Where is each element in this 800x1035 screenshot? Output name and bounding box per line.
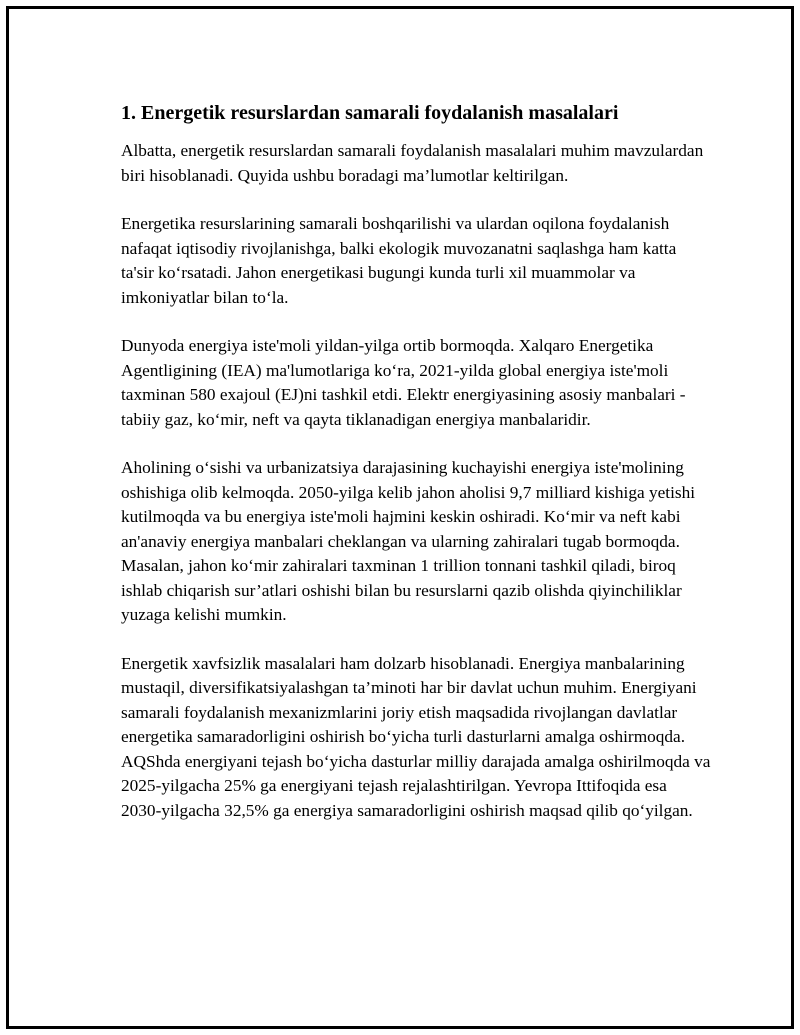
paragraph-population-growth: Aholining o‘sishi va urbanizatsiya darajasining kuchayishi energiya iste'molining oshishiga olib kelmoqda. 2050-yilga kelib jahon aholisi 9,7 milliard kishiga yetishi kutilmoqda va bu energiya iste'moli hajmini keskin oshiradi. Ko‘mir va neft kabi an'anaviy energiya manbalari cheklangan va ularning zahiralari tugab bormoqda. Masalan, jahon ko‘mir zahiralari taxminan 1 trillion tonnani tashkil qiladi, biroq ishlab chiqarish sur’atlari oshishi bilan bu resurslarni qazib olishda qiyinchiliklar yuzaga kelishi mumkin.: [121, 458, 696, 624]
section-heading: 1. Energetik resurslardan samarali foydalanish masalalari: [121, 102, 619, 124]
paragraph-energy-security: Energetik xavfsizlik masalalari ham dolzarb hisoblanadi. Energiya manbalarining mustaqil, diversifikatsiyalashgan ta’minoti har bir davlat uchun muhim. Energiyani samarali foydalanish mexanizmlarini joriy etish maqsadida rivojlangan davlatlar energetika samaradorligini oshirish bo‘yicha turli dasturlarni amalga oshirmoqda. AQShda energiyani tejash bo‘yicha dasturlar milliy darajada amalga oshirilmoqda va 2025-yilgacha 25% ga energiyani tejash rejalashtirilgan. Yevropa Ittifoqida esa 2030-yilgacha 32,5% ga energiya samaradorligini oshirish maqsad qilib qo‘yilgan.: [121, 653, 711, 820]
paragraph-energy-management: Energetika resurslarining samarali boshqarilishi va ulardan oqilona foydalanish nafaqat iqtisodiy rivojlanishga, balki ekologik muvozanatni saqlashga ham katta ta'sir ko‘rsatadi. Jahon energetikasi bugungi kunda turli xil muammolar va imkoniyatlar bilan to‘la.: [121, 214, 677, 307]
paragraph-intro: Albatta, energetik resurslardan samarali foydalanish masalalari muhim mavzulardan biri hisoblanadi. Quyida ushbu boradagi ma’lumotlar keltirilgan.: [121, 141, 704, 185]
paragraph-global-consumption: Dunyoda energiya iste'moli yildan-yilga ortib bormoqda. Xalqaro Energetika Agentligining (IEA) ma'lumotlariga ko‘ra, 2021-yilda global energiya iste'moli taxminan 580 exajoul (EJ)ni tashkil etdi. Elektr energiyasining asosiy manbalari - tabiiy gaz, ko‘mir, neft va qayta tiklanadigan energiya manbalaridir.: [121, 336, 686, 429]
document-body: [121, 99, 711, 847]
page-border: [6, 6, 794, 1029]
